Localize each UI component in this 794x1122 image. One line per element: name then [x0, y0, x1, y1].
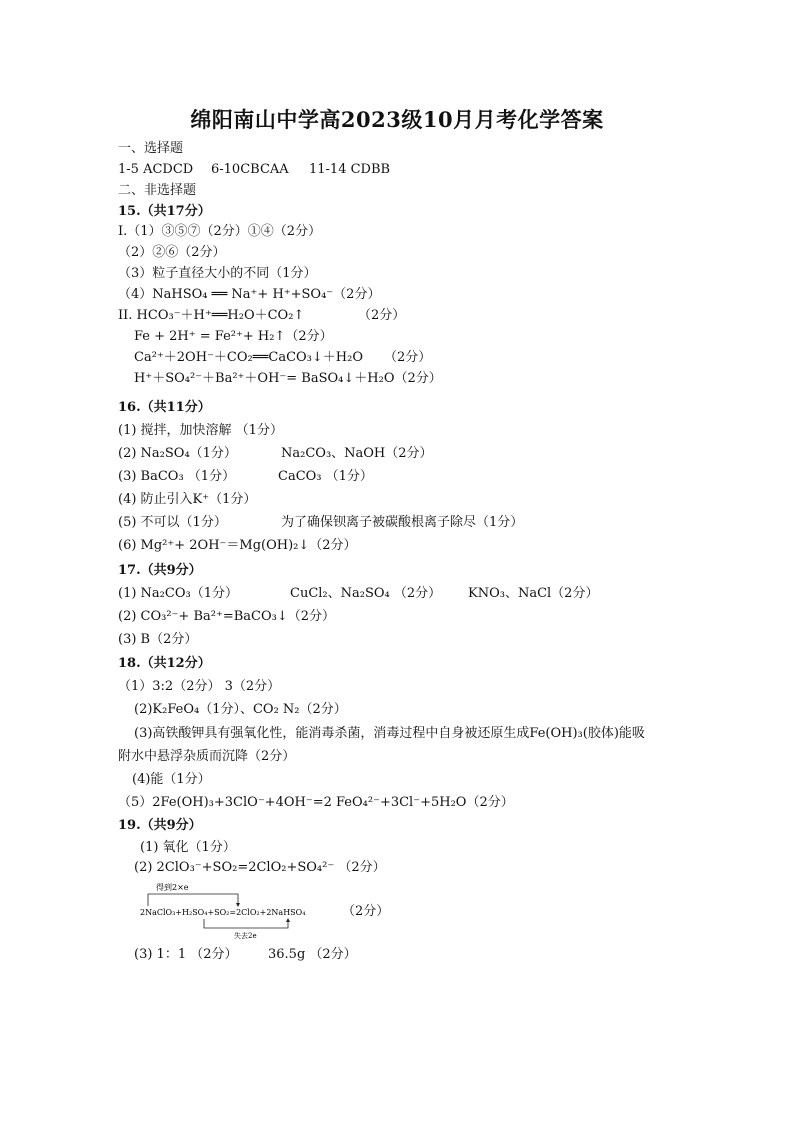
q16-line: (1) 搅拌，加快溶解 （1分） — [118, 423, 283, 438]
q16-line: CaCO₃ （1分） — [278, 469, 373, 484]
gain-bracket — [148, 894, 238, 906]
redox-equation: 2NaClO₃+H₂SO₄+SO₂=2ClO₂+2NaHSO₄ — [140, 908, 306, 917]
q15-line: H⁺＋SO₄²⁻＋Ba²⁺＋OH⁻= BaSO₄↓＋H₂O（2分） — [134, 371, 442, 386]
page-title: 绵阳南山中学高2023级10月月考化学答案 — [190, 107, 604, 132]
q19-line: 36.5g （2分） — [268, 947, 357, 962]
q17-line: KNO₃、NaCl（2分） — [468, 586, 599, 601]
q15-line: I.（1）③⑤⑦（2分）①④（2分） — [118, 224, 322, 239]
q16-line: (5) 不可以（1分） — [118, 515, 227, 530]
q18-line: (4)能（1分） — [132, 772, 211, 787]
lose-arrowhead — [286, 918, 290, 922]
q15-line: Fe + 2H⁺ = Fe²⁺+ H₂↑（2分） — [134, 329, 333, 344]
q16-line: (3) BaCO₃ （1分） — [118, 469, 236, 484]
q15-score: （2分） — [358, 308, 406, 323]
q19-line: (3) 1：1 （2分） — [134, 947, 238, 962]
q18-line: （1）3:2（2分） 3（2分） — [118, 679, 281, 694]
q17-heading: 17.（共9分） — [118, 563, 202, 578]
lose-bracket — [204, 919, 288, 928]
q18-line: (2)K₂FeO₄（1分）、CO₂ N₂（2分） — [134, 702, 347, 717]
q19-score: （2分） — [342, 904, 390, 919]
q16-line: 为了确保钡离子被碳酸根离子除尽（1分） — [281, 515, 524, 530]
q16-line: (2) Na₂SO₄（1分） — [118, 446, 237, 461]
q15-heading: 15.（共17分） — [118, 204, 211, 219]
q15-line: （4）NaHSO₄ ══ Na⁺+ H⁺+SO₄⁻（2分） — [118, 287, 381, 302]
section-non-choice-heading: 二、非选择题 — [118, 183, 197, 198]
q16-line: (4) 防止引入K⁺（1分） — [118, 492, 257, 507]
q17-line: (1) Na₂CO₃（1分） — [118, 586, 238, 601]
q16-line: (6) Mg²⁺+ 2OH⁻＝Mg(OH)₂↓（2分） — [118, 538, 357, 553]
gain-arrowhead — [236, 903, 240, 907]
q19-line: (2) 2ClO₃⁻+SO₂=2ClO₂+SO₄²⁻ （2分） — [134, 860, 386, 875]
q15-line: （2）②⑥（2分） — [118, 245, 226, 260]
mc-answers-1-5: 1-5 ACDCD — [118, 162, 194, 177]
q16-heading: 16.（共11分） — [118, 400, 211, 415]
q15-line: Ca²⁺＋2OH⁻＋CO₂══CaCO₃↓＋H₂O — [134, 350, 363, 365]
section-multiple-choice-heading: 一、选择题 — [118, 141, 184, 156]
q15-line: （3）粒子直径大小的不同（1分） — [118, 266, 317, 281]
q17-line: (3) B（2分） — [118, 632, 198, 647]
q15-line: II. HCO₃⁻＋H⁺══H₂O＋CO₂↑ — [118, 308, 305, 323]
q18-line: （5）2Fe(OH)₃+3ClO⁻+4OH⁻=2 FeO₄²⁻+3Cl⁻+5H₂O（2分） — [118, 795, 514, 810]
q19-heading: 19.（共9分） — [118, 818, 202, 833]
q16-line: Na₂CO₃、NaOH（2分） — [281, 446, 433, 461]
q15-score: （2分） — [384, 350, 432, 365]
electron-lose-label: 失去2e — [234, 932, 257, 940]
q18-line: 附水中悬浮杂质而沉降（2分） — [118, 749, 296, 764]
q18-line: (3)高铁酸钾具有强氧化性，能消毒杀菌，消毒过程中自身被还原生成Fe(OH)₃(胶体)能吸 — [134, 726, 645, 741]
q19-line: (1) 氧化（1分） — [140, 840, 236, 855]
electron-gain-label: 得到2×e — [156, 883, 189, 892]
mc-answers-6-10: 6-10CBCAA — [211, 162, 289, 177]
q17-line: CuCl₂、Na₂SO₄ （2分） — [290, 586, 442, 601]
q17-line: (2) CO₃²⁻+ Ba²⁺=BaCO₃↓（2分） — [118, 609, 336, 624]
q18-heading: 18.（共12分） — [118, 656, 211, 671]
mc-answers-11-14: 11-14 CDBB — [309, 162, 391, 177]
